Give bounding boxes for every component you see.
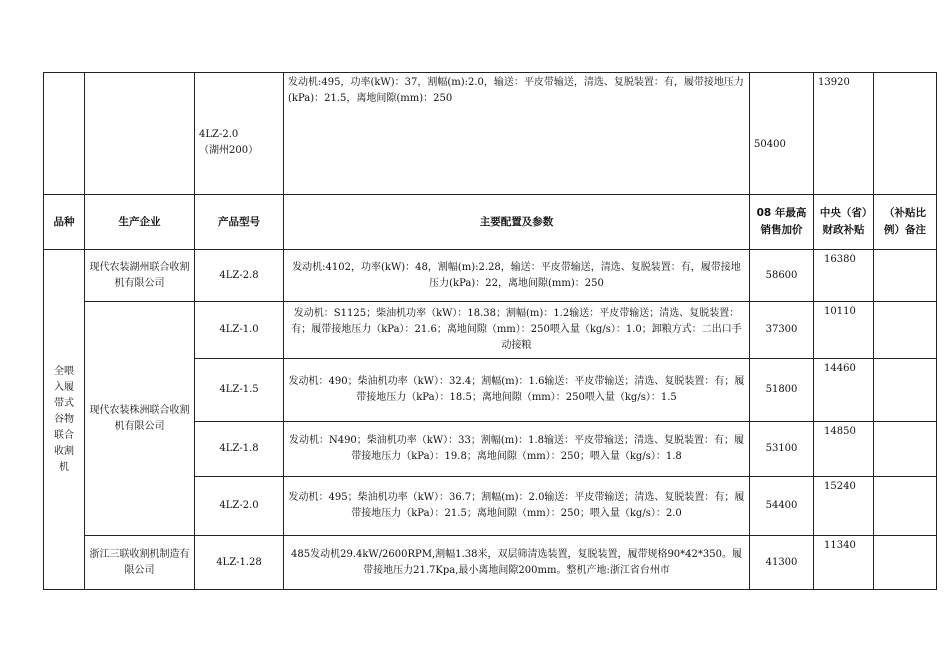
model-cell: 4LZ-2.8 <box>195 250 284 302</box>
variety-cell <box>44 73 85 195</box>
price-cell: 58600 <box>750 250 814 302</box>
spec-cell: 发动机:495，功率(kW)：37，割幅(m):2.0，输送：平皮带输送，清选、复脱装置：有，履带接地压力(kPa)：21.5，离地间隙(mm)：250 <box>284 73 750 195</box>
price-cell: 54400 <box>750 477 814 536</box>
subsidy-cell: 10110 <box>814 302 874 359</box>
subsidy-cell: 14850 <box>814 422 874 477</box>
model-line: （湖州200） <box>199 144 259 156</box>
table-row <box>44 250 937 302</box>
model-cell: 4LZ-1.0 <box>195 302 284 359</box>
variety-text: 入履 <box>54 381 74 393</box>
spec-cell: 发动机:4102，功率(kW)：48，割幅(m):2.28，输送：平皮带输送，清选、复脱装置：有，履带接地压力(kPa)：22，离地间隙(mm)：250 <box>284 250 750 302</box>
note-cell <box>874 477 937 536</box>
model-cell: 4LZ-1.28 <box>195 536 284 590</box>
note-cell <box>874 302 937 359</box>
variety-text: 机 <box>59 461 69 473</box>
subsidy-cell: 11340 <box>814 536 874 590</box>
header-subsidy: 中央（省）财政补贴 <box>814 195 874 250</box>
manufacturer-cell: 现代农装湖州联合收割机有限公司 <box>85 250 195 302</box>
manufacturer-cell <box>85 73 195 195</box>
note-cell <box>874 250 937 302</box>
note-cell <box>874 359 937 422</box>
model-cell: 4LZ-1.8 <box>195 422 284 477</box>
price-cell: 51800 <box>750 359 814 422</box>
spec-cell: 485发动机29.4kW/2600RPM,割幅1.38米，双层筛清选装置，复脱装置，履带规格90*42*350。履带接地压力21.7Kpa,最小离地间隙200mm。整机产地:浙江省台州市 <box>284 536 750 590</box>
model-cell <box>195 73 284 195</box>
model-line: 4LZ-2.0 <box>199 128 239 140</box>
note-cell <box>874 422 937 477</box>
header-row <box>44 195 937 250</box>
table-row <box>44 536 937 590</box>
note-cell <box>874 536 937 590</box>
variety-text: 带式 <box>54 397 74 409</box>
table-row <box>44 73 937 195</box>
price-cell: 50400 <box>750 73 814 195</box>
price-cell: 41300 <box>750 536 814 590</box>
variety-cell <box>44 250 85 590</box>
model-cell: 4LZ-2.0 <box>195 477 284 536</box>
subsidy-cell: 16380 <box>814 250 874 302</box>
header-manufacturer: 生产企业 <box>85 195 195 250</box>
subsidy-cell: 13920 <box>814 73 874 195</box>
header-variety: 品种 <box>44 195 85 250</box>
header-model: 产品型号 <box>195 195 284 250</box>
subsidy-cell: 15240 <box>814 477 874 536</box>
price-cell: 53100 <box>750 422 814 477</box>
header-note: （补贴比例）备注 <box>874 195 937 250</box>
subsidy-table <box>43 72 937 590</box>
variety-text: 联合 <box>54 429 74 441</box>
header-spec: 主要配置及参数 <box>284 195 750 250</box>
price-cell: 37300 <box>750 302 814 359</box>
manufacturer-cell: 现代农装株洲联合收割机有限公司 <box>85 302 195 536</box>
spec-cell: 发动机：S1125；柴油机功率（kW）：18.38；割幅(m)：1.2输送：平皮带输送；清选、复脱装置：有；履带接地压力（kPa）：21.6；离地间隙（mm）：250喂入量（kg/s）：1.0；卸粮方式：二出口手动接粮 <box>284 302 750 359</box>
variety-text: 全喂 <box>54 365 74 377</box>
spec-cell: 发动机：N490；柴油机功率（kW）：33；割幅(m)：1.8输送：平皮带输送；清选、复脱装置：有；履带接地压力（kPa）：19.8；离地间隙（mm）：250；喂入量（kg/s）：1.8 <box>284 422 750 477</box>
variety-text: 谷物 <box>54 413 74 425</box>
header-price: 08 年最高销售加价 <box>750 195 814 250</box>
subsidy-cell: 14460 <box>814 359 874 422</box>
spec-cell: 发动机：495；柴油机功率（kW）：36.7；割幅(m)：2.0输送：平皮带输送；清选、复脱装置：有；履带接地压力（kPa）：21.5；离地间隙（mm）：250；喂入量（kg/s）：2.0 <box>284 477 750 536</box>
table-row <box>44 302 937 359</box>
variety-text: 收割 <box>54 445 74 457</box>
model-cell: 4LZ-1.5 <box>195 359 284 422</box>
manufacturer-cell: 浙江三联收割机制造有限公司 <box>85 536 195 590</box>
spec-cell: 发动机：490；柴油机功率（kW）：32.4；割幅(m)：1.6输送：平皮带输送；清选、复脱装置：有；履带接地压力（kPa）：18.5；离地间隙（mm）：250喂入量（kg/s）：1.5 <box>284 359 750 422</box>
note-cell <box>874 73 937 195</box>
